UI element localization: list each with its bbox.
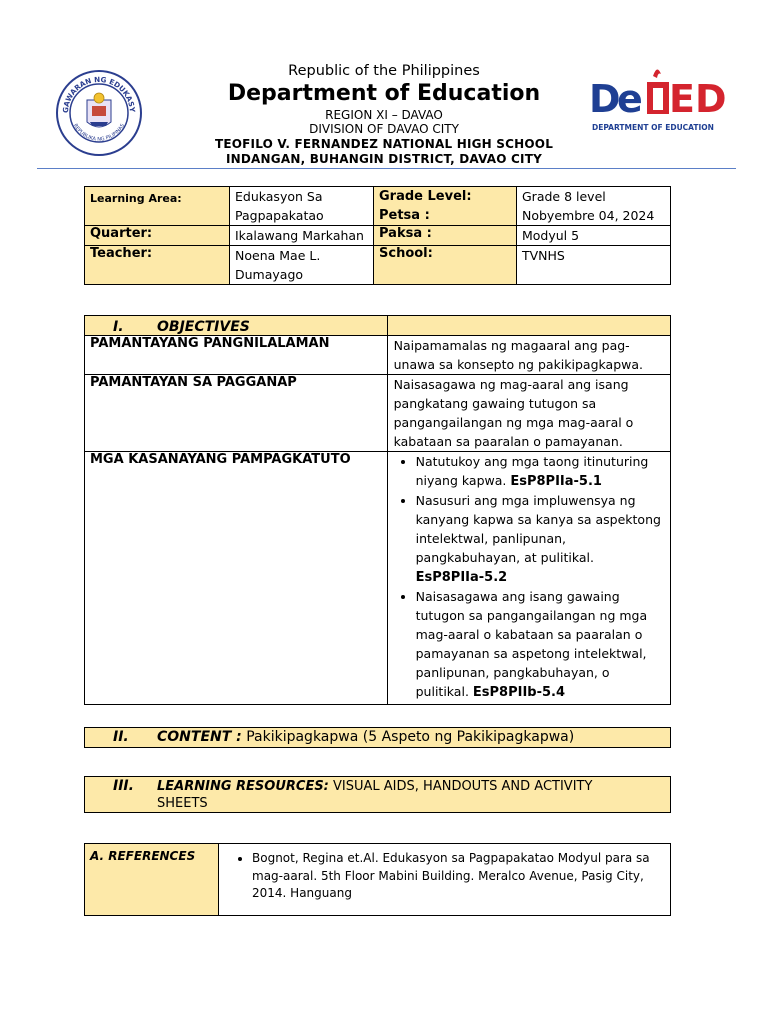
petsa-value: Nobyembre 04, 2024 [522,208,655,223]
content-value: Pakikipagkapwa (5 Aspeto ng Pakikipagkapwa) [246,729,575,745]
seal-top-text: GAWARAN NG EDUKASY [60,74,138,114]
grade-level-label: Grade Level: [379,189,472,204]
grade-petsa-label-cell [374,187,517,226]
learning-area-label-cell [85,187,230,226]
school-value: TVNHS [517,246,671,285]
logo-subtext: DEPARTMENT OF EDUCATION [592,123,714,132]
competency-item [416,452,666,491]
objectives-numeral: I. [113,319,124,335]
objective-row-text: Naipamamalas ng magaaral ang pag-unawa sa konsepto ng pakikipagkapwa. [387,336,670,375]
competency-item [416,587,666,702]
header-republic: Republic of the Philippines [288,63,480,79]
header-department: Department of Education [227,81,541,106]
objectives-title: OBJECTIVES [157,319,250,335]
svg-text:ED: ED [669,77,727,121]
learning-area-value: Edukasyon Sa Pagpapakatao [230,187,374,226]
objective-row-label: PAMANTAYANG PANGNILALAMAN [85,336,388,375]
competencies-cell [387,452,670,705]
header-divider [37,168,736,169]
competency-text: Naisasagawa ang isang gawaing tutugon sa pangangailangan ng mga mag-aaral o kabataan sa paaralan o pamayanan sa aspetong intelektwal, panlipunan, pangkabuhayan, o pulitikal. [415,589,648,699]
header-region: REGION XI – DAVAO [325,108,443,122]
header-school: TEOFILO V. FERNANDEZ NATIONAL HIGH SCHOOL [214,137,554,151]
objective-row-text: Naisasagawa ng mag-aaral ang isang pangkatang gawaing tutugon sa pangangailangan ng mga mag-aaral o kabataan sa paaralan o pamayanan. [387,375,670,452]
objectives-heading-blank [387,316,670,336]
paksa-value: Modyul 5 [517,226,671,246]
competency-item [416,491,666,587]
paksa-label: Paksa : [374,226,517,246]
objective-row-label: PAMANTAYAN SA PAGGANAP [85,375,388,452]
learning-area-label: Learning Area: [90,192,182,205]
references-label: A. REFERENCES [90,849,196,863]
competency-text: Nasusuri ang mga impluwensya ng kanyang kapwa sa kanya sa aspektong intelektwal, panlipunan, pangkabuhayan, at pulitikal. [415,493,661,565]
competencies-label: MGA KASANAYANG PAMPAGKATUTO [85,452,388,705]
competency-code: EsP8PIIb-5.4 [472,685,566,700]
competency-code: EsP8PIIa-5.2 [415,570,508,585]
resources-title: LEARNING RESOURCES: [157,779,329,794]
header-district: INDANGAN, BUHANGIN DISTRICT, DAVAO CITY [225,152,542,166]
content-title: CONTENT : [157,729,242,745]
references-list [224,850,665,903]
references-list-cell [219,844,671,916]
header-division: DIVISION OF DAVAO CITY [309,122,459,136]
lesson-info-table [84,186,671,285]
reference-item: • Bognot, Regina et.Al. Edukasyon sa Pagpapakatao Modyul para sa mag-aaral. 5th Floor Mabini Building. Meralco Avenue, Pasig City, 2014. Hanguang [252,850,665,903]
quarter-value: Ikalawang Markahan [230,226,374,246]
resources-value: VISUAL AIDS, HANDOUTS AND ACTIVITY SHEETS [157,779,593,811]
seal-bottom-text: REPUBLIKA NG PILIPINAS [72,122,126,143]
objectives-table [84,315,671,705]
learning-resources-section [84,776,671,813]
resources-text [157,777,627,812]
teacher-label: Teacher: [85,246,230,285]
competency-text: Natutukoy ang mga taong itinuturing niyang kapwa. [415,454,649,488]
references-table [84,843,671,916]
grade-level-value: Grade 8 level [522,189,606,204]
references-label-cell [85,844,219,916]
svg-text:e: e [617,77,643,121]
quarter-label: Quarter: [85,226,230,246]
teacher-value: Noena Mae L. Dumayago [230,246,374,285]
competencies-list [394,452,666,702]
content-numeral: II. [113,729,129,745]
resources-numeral: III. [113,778,134,794]
objectives-heading [85,316,388,336]
petsa-label: Petsa : [379,208,430,223]
competency-code: EsP8PIIa-5.1 [510,474,602,489]
svg-text:D: D [589,77,621,121]
grade-petsa-value-cell [517,187,671,226]
content-section [84,727,671,748]
school-label: School: [374,246,517,285]
